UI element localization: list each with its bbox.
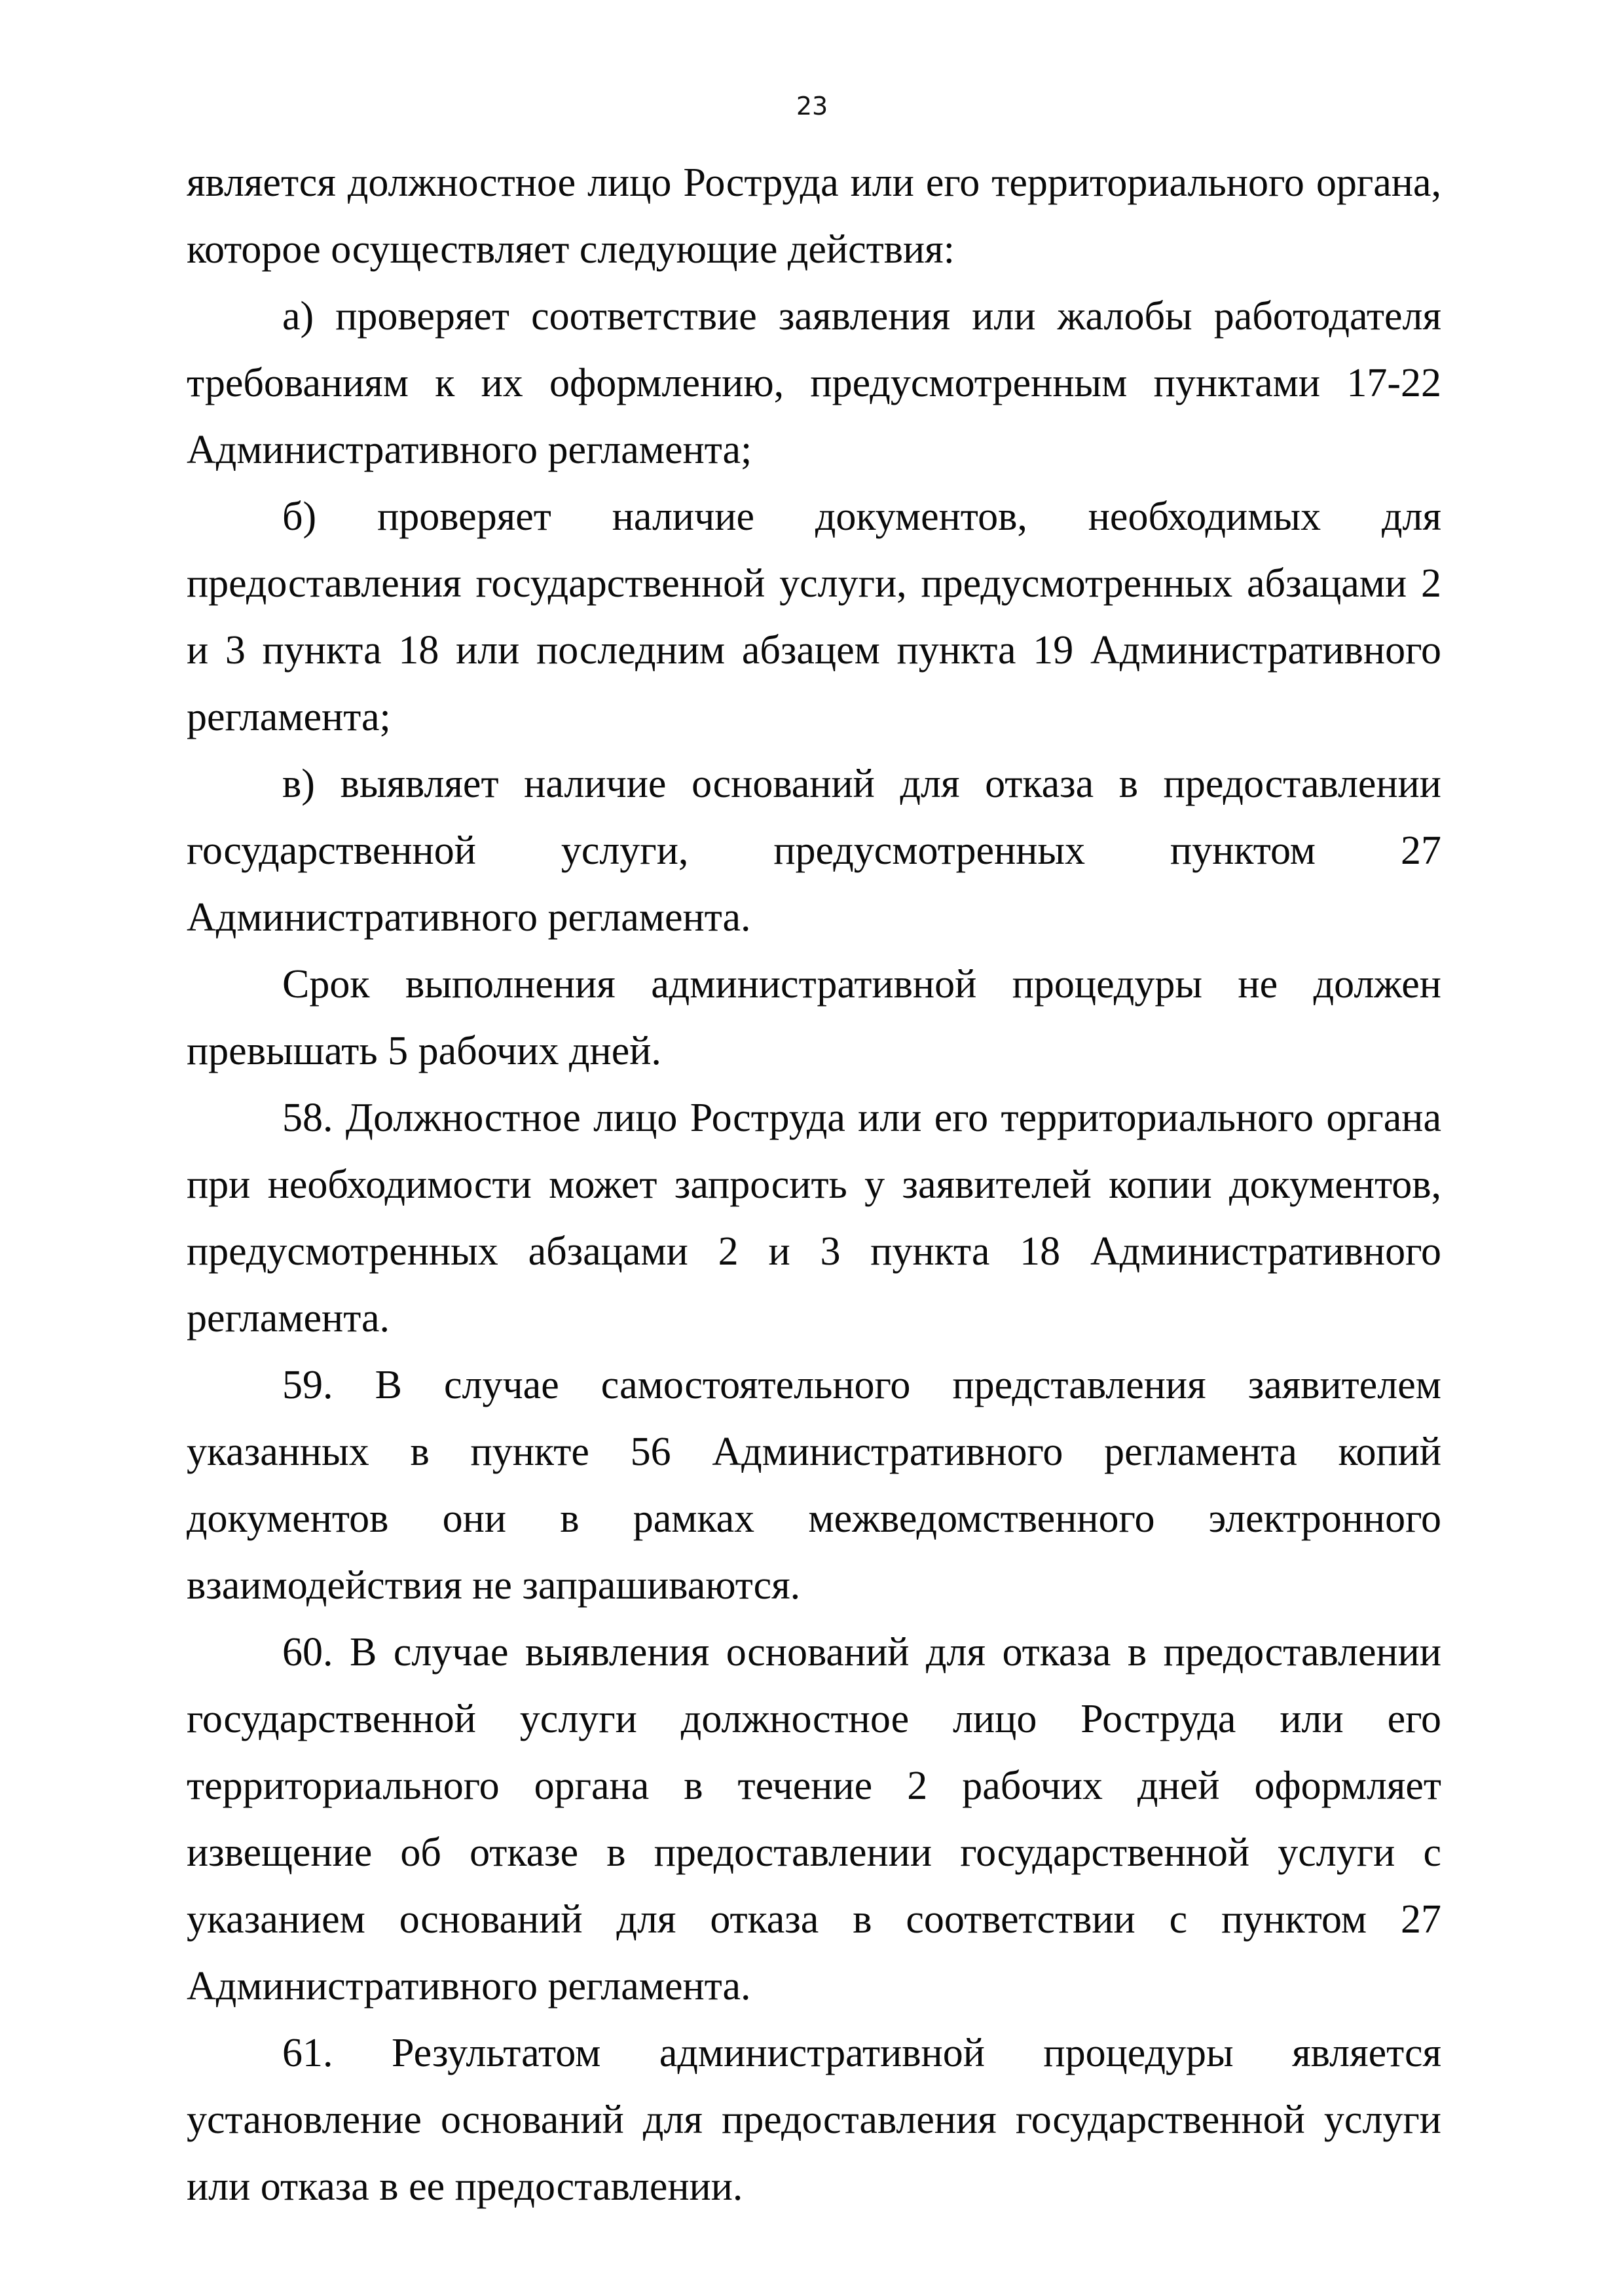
paragraph-61: 61. Результатом административной процедуры является установление оснований для предоставления государственной услуги или отказа в ее предоставлении. — [187, 2031, 1441, 2209]
paragraph-deadline: Срок выполнения административной процедуры не должен превышать 5 рабочих дней. — [187, 962, 1441, 1073]
page-number: 23 — [796, 92, 828, 120]
paragraph-58: 58. Должностное лицо Роструда или его территориального органа при необходимости может запросить у заявителей копии документов, предусмотренных абзацами 2 и 3 пункта 18 Административного регламента. — [187, 1096, 1441, 1341]
paragraph-item-b: б) проверяет наличие документов, необходимых для предоставления государственной услуги, предусмотренных абзацами 2 и 3 пункта 18 или последним абзацем пункта 19 Административного регламента; — [187, 494, 1441, 739]
paragraph-continuation: является должностное лицо Роструда или его территориального органа, которое осуществляет следующие действия: — [187, 160, 1441, 272]
paragraph-60: 60. В случае выявления оснований для отказа в предоставлении государственной услуги должностное лицо Роструда или его территориального органа в течение 2 рабочих дней оформляет извещение об отказе в предоставлении государственной услуги с указанием оснований для отказа в соответствии с пунктом 27 Административного регламента. — [187, 1630, 1441, 2009]
paragraph-item-v: в) выявляет наличие оснований для отказа в предоставлении государственной услуги, предусмотренных пунктом 27 Административного регламента. — [187, 762, 1441, 940]
paragraph-item-a: а) проверяет соответствие заявления или жалобы работодателя требованиям к их оформлению, предусмотренным пунктами 17-22 Административного регламента; — [187, 294, 1441, 472]
document-body — [187, 149, 1441, 2220]
paragraph-59: 59. В случае самостоятельного представления заявителем указанных в пункте 56 Административного регламента копий документов они в рамках межведомственного электронного взаимодействия не запрашиваются. — [187, 1363, 1441, 1608]
